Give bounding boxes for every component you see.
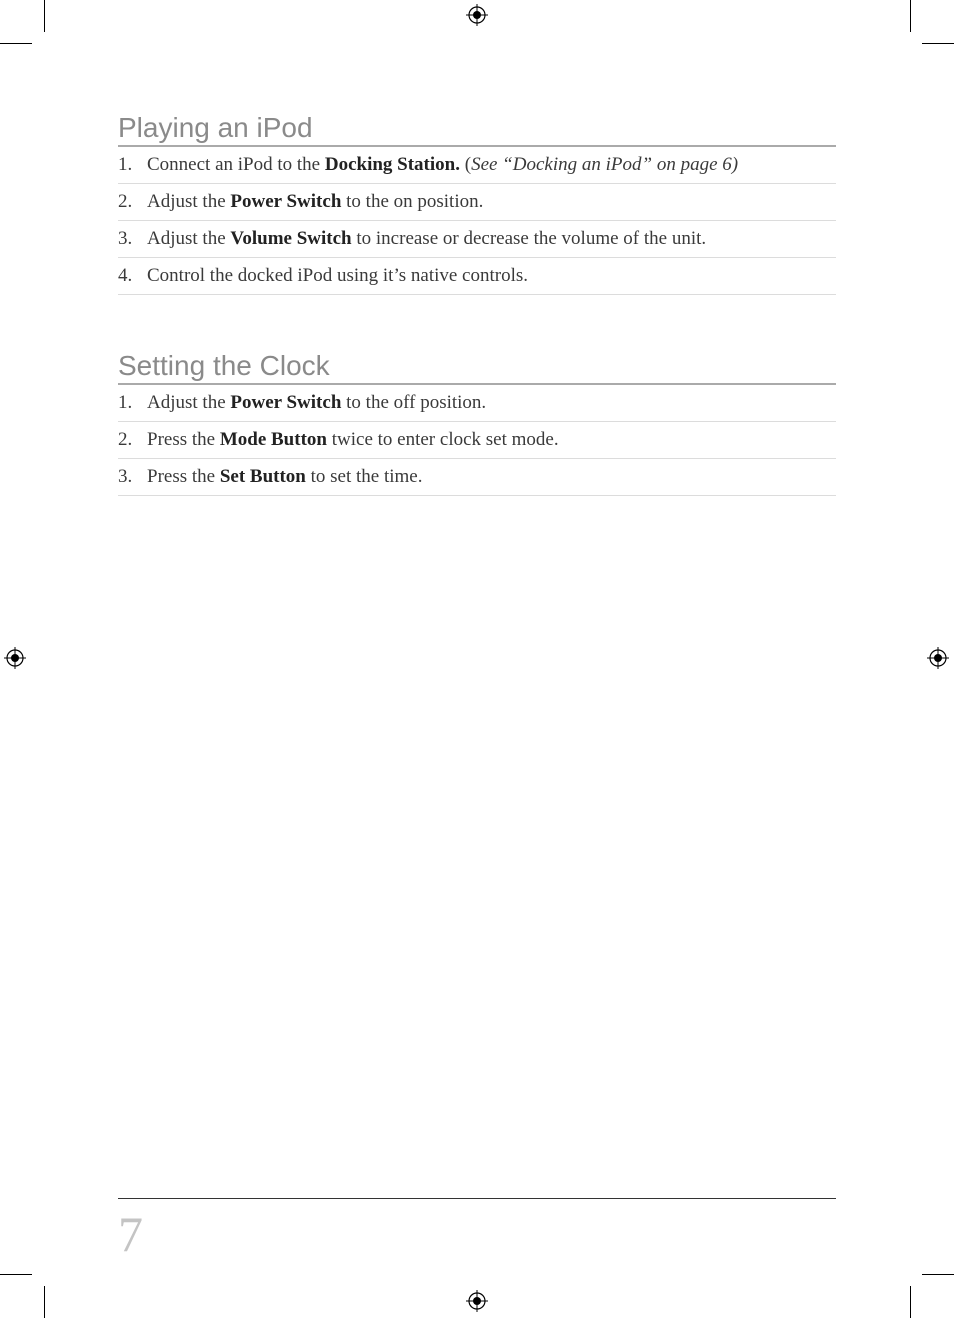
- step-item: [118, 422, 836, 459]
- step-text-run: to the on position.: [341, 191, 484, 212]
- section-setting-clock: [118, 350, 836, 496]
- crop-mark: [0, 43, 32, 44]
- step-item: [118, 258, 836, 295]
- step-text-run: twice to enter clock set mode.: [326, 429, 559, 450]
- step-text-run: Press the: [147, 466, 220, 487]
- step-text-bold: Docking Station.: [324, 154, 460, 175]
- step-text-bold: Power Switch: [230, 392, 342, 413]
- section-playing-ipod: [118, 112, 836, 295]
- step-text-run: Press the: [147, 429, 220, 450]
- crop-mark: [0, 1274, 32, 1275]
- step-item: [118, 184, 836, 221]
- step-item: [118, 459, 836, 496]
- step-text-italic: See “Docking an iPod” on page 6): [471, 154, 739, 175]
- registration-mark-icon: [466, 4, 488, 26]
- section-title: Playing an iPod: [118, 112, 836, 147]
- step-number: 2.: [118, 429, 133, 450]
- step-text: [147, 221, 706, 257]
- crop-mark: [44, 1286, 45, 1318]
- registration-mark-icon: [466, 1290, 488, 1312]
- step-text-bold: Volume Switch: [230, 228, 352, 249]
- step-list: [118, 147, 836, 295]
- step-text-run: Connect an iPod to the: [147, 154, 325, 175]
- step-text-run: to the off position.: [341, 392, 487, 413]
- step-number: 3.: [118, 228, 133, 249]
- registration-mark-icon: [927, 647, 949, 669]
- step-text-run: to set the time.: [305, 466, 423, 487]
- step-text-run: Adjust the: [147, 392, 231, 413]
- section-title: Setting the Clock: [118, 350, 836, 385]
- step-text-run: Control the docked iPod using it’s native controls.: [147, 265, 529, 286]
- step-text-bold: Set Button: [219, 466, 306, 487]
- page-number: 7: [118, 1206, 143, 1262]
- crop-mark: [922, 1274, 954, 1275]
- step-number: 1.: [118, 392, 133, 413]
- step-number: 3.: [118, 466, 133, 487]
- step-text: [147, 385, 486, 421]
- step-text: [147, 184, 483, 220]
- step-text: [147, 459, 423, 495]
- step-number: 2.: [118, 191, 133, 212]
- step-text: [147, 258, 528, 294]
- crop-mark: [44, 0, 45, 32]
- step-item: [118, 385, 836, 422]
- step-text-run: (: [459, 154, 472, 175]
- registration-mark-icon: [4, 647, 26, 669]
- step-text: [147, 422, 559, 458]
- crop-mark: [922, 43, 954, 44]
- step-number: 1.: [118, 154, 133, 175]
- step-text-run: Adjust the: [147, 228, 231, 249]
- step-text-run: Adjust the: [147, 191, 231, 212]
- step-list: [118, 385, 836, 496]
- step-text-bold: Mode Button: [219, 429, 327, 450]
- step-item: [118, 147, 836, 184]
- step-text-run: to increase or decrease the volume of the unit.: [351, 228, 707, 249]
- footer-rule: [118, 1198, 836, 1199]
- step-text-bold: Power Switch: [230, 191, 342, 212]
- crop-mark: [910, 1286, 911, 1318]
- step-text: [147, 147, 738, 183]
- crop-mark: [910, 0, 911, 32]
- step-number: 4.: [118, 265, 133, 286]
- step-item: [118, 221, 836, 258]
